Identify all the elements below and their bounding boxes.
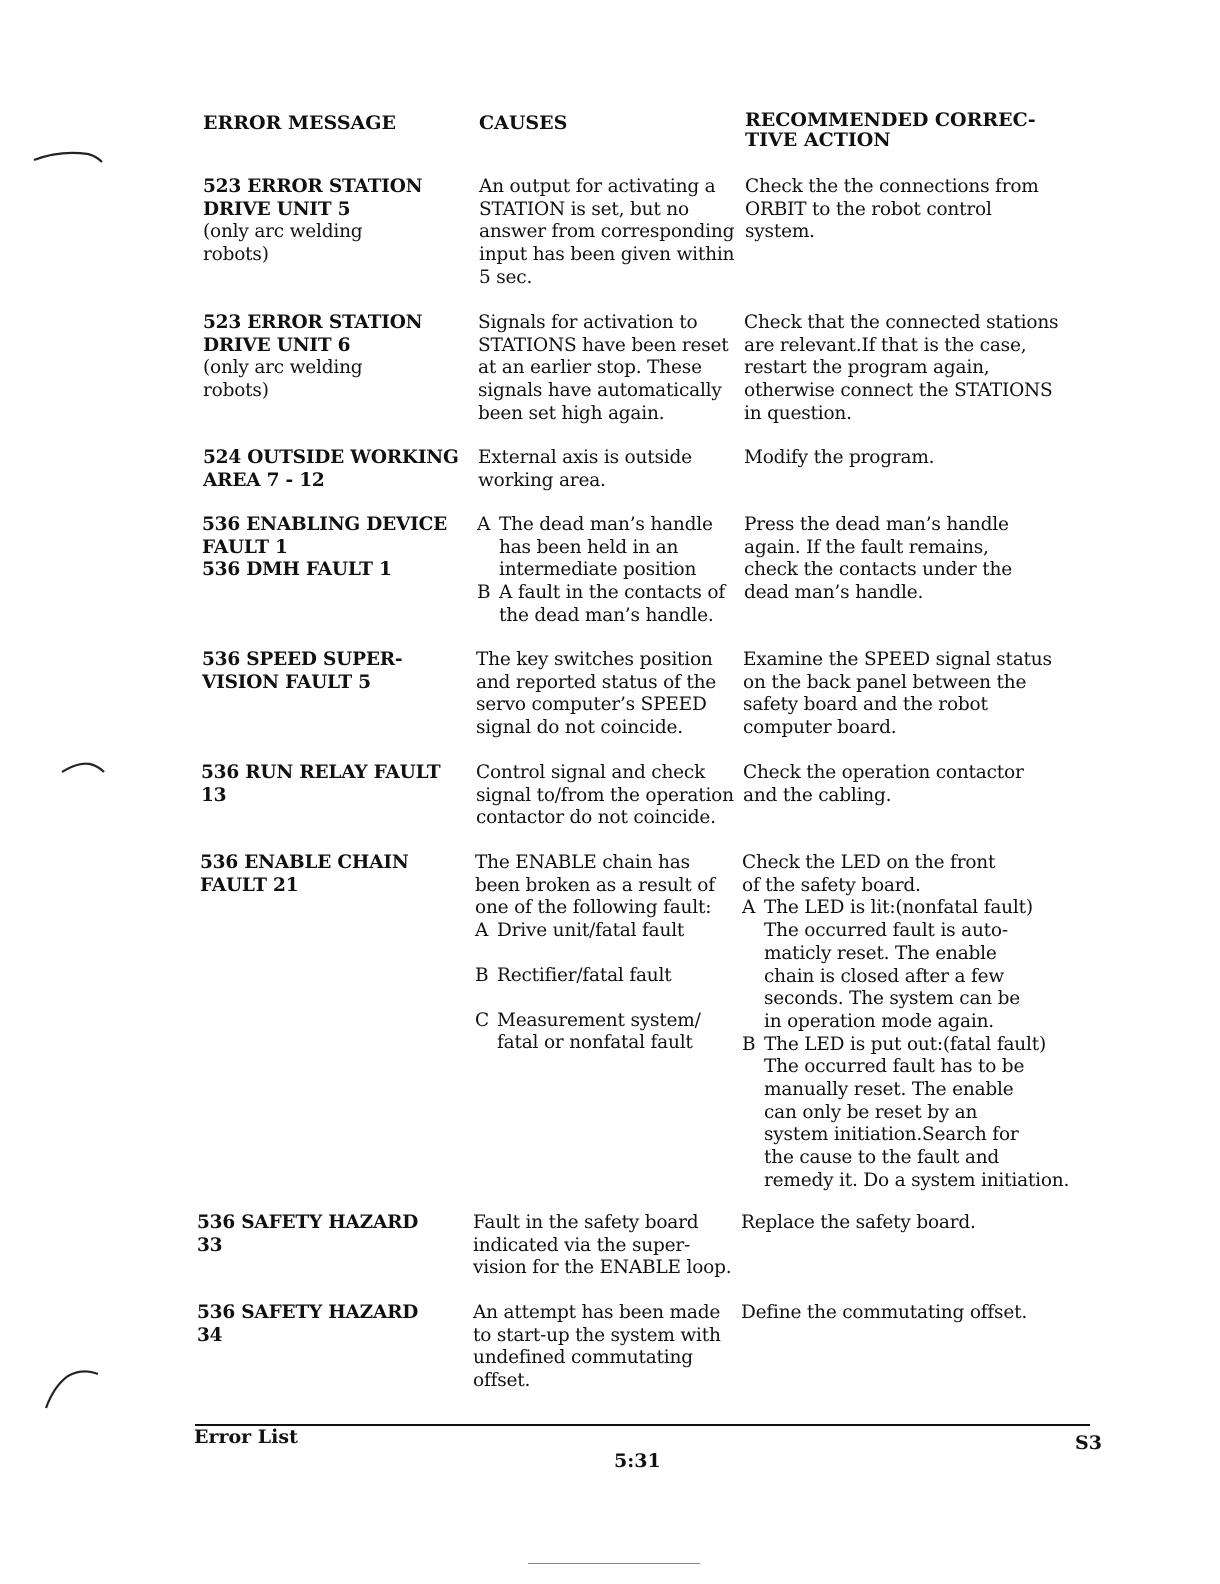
cause-cell [476,649,716,740]
cause-cell [476,762,734,830]
action-cell [744,514,1012,605]
action-item-b: B The LED is put out:(fatal fault) [742,1033,1046,1055]
error-code: 524 OUTSIDE WORKING [203,447,459,468]
action-line: on the back panel between the [743,671,1027,693]
error-code: 536 ENABLING DEVICE [202,514,448,535]
error-code: FAULT 21 [200,874,299,896]
error-note: (only arc welding [203,221,363,243]
action-line: again. If the fault remains, [744,536,989,558]
cause-item-a: A The dead man’s handle [477,514,713,535]
error-message-cell [197,1212,418,1257]
cause-line: External axis is outside [478,447,692,468]
action-cell [743,649,1052,740]
action-line: Check the operation contactor [743,762,1024,783]
action-line: maticly reset. The enable [764,942,997,964]
cause-line: servo computer’s SPEED [476,694,707,716]
cause-cell [473,1302,721,1393]
cause-line: answer from corresponding [479,221,735,243]
error-code: 536 RUN RELAY FAULT [201,762,441,783]
cause-cell [473,1212,731,1280]
error-code: 34 [197,1324,223,1346]
cause-line: been set high again. [478,402,665,424]
cause-line: The ENABLE chain has [475,852,690,873]
header-action-line1: RECOMMENDED CORREC- [745,109,1036,131]
action-line: Examine the SPEED signal status [743,649,1052,670]
error-message-cell [202,649,402,694]
cause-line: intermediate position [499,559,697,581]
cause-line: Signals for activation to [478,312,698,333]
action-cell [745,176,1039,244]
action-line: can only be reset by an [764,1101,978,1123]
action-line: computer board. [743,717,897,739]
action-line: Define the commutating offset. [741,1302,1028,1323]
header-causes: CAUSES [479,112,568,134]
action-cell [744,447,934,470]
cause-line: one of the following fault: [475,897,712,919]
cause-cell [478,447,692,492]
action-line: Press the dead man’s handle [744,514,1009,535]
action-line: Modify the program. [744,447,935,468]
cause-cell [479,176,734,290]
action-line: Check that the connected stations [744,312,1059,333]
error-message-cell [200,852,409,897]
cause-line: input has been given within [479,244,735,266]
cause-line: contactor do not coincide. [476,807,716,829]
cause-line: An output for activating a [479,176,716,197]
cause-line: at an earlier stop. These [478,357,702,379]
cause-line: vision for the ENABLE loop. [473,1257,732,1279]
error-message-cell [203,447,459,492]
cause-cell [477,514,725,628]
page-number: 5:31 [614,1450,661,1472]
action-line: manually reset. The enable [764,1079,1014,1101]
action-line: safety board and the robot [743,694,988,716]
action-line: otherwise connect the STATIONS [744,380,1053,402]
error-note: robots) [203,244,269,266]
action-cell [741,1302,1027,1325]
action-cell [744,312,1058,426]
cause-item-b: B A fault in the contacts of [477,582,725,604]
footer-section-title: Error List [194,1426,298,1448]
cause-line: Fault in the safety board [473,1212,699,1233]
action-item-a: A The LED is lit:(nonfatal fault) [742,897,1033,919]
error-code: DRIVE UNIT 6 [203,334,351,356]
error-message-cell [202,514,447,582]
error-code: 536 SAFETY HAZARD [197,1212,419,1233]
cause-line: signals have automatically [478,380,722,402]
action-line: Replace the safety board. [741,1212,976,1233]
cause-line: to start-up the system with [473,1324,721,1346]
header-error-message: ERROR MESSAGE [203,112,397,134]
cause-line: the dead man’s handle. [499,604,714,626]
cause-line: STATIONS have been reset [478,334,729,356]
header-action-line2: TIVE ACTION [745,129,891,151]
cause-line: STATION is set, but no [479,198,689,220]
error-message-cell [197,1302,418,1347]
error-code: FAULT 1 [202,536,288,558]
cause-line: Control signal and check [476,762,706,783]
cause-line: working area. [478,469,606,491]
action-line: ORBIT to the robot control [745,198,992,220]
cause-cell [478,312,729,426]
cause-item-b: B Rectifier/fatal fault [475,964,672,986]
cause-line: indicated via the super- [473,1234,691,1256]
binder-hole-mark-icon [40,1364,104,1414]
action-line: seconds. The system can be [764,988,1021,1010]
error-code: 536 ENABLE CHAIN [200,852,409,873]
header-recommended-action [745,110,1036,150]
binder-hole-mark-icon [30,148,110,170]
error-code: AREA 7 - 12 [203,469,325,491]
error-note: (only arc welding [203,357,363,379]
cause-line: The key switches position [476,649,713,670]
action-line: in question. [744,402,852,424]
error-message-cell [203,176,422,267]
footer-code: S3 [1075,1432,1102,1454]
action-line: the cause to the fault and [764,1147,1000,1169]
action-line: chain is closed after a few [764,965,1005,987]
action-cell [743,762,1024,807]
cause-line: been broken as a result of [475,874,715,896]
action-line: dead man’s handle. [744,582,924,604]
error-code: 523 ERROR STATION [203,176,423,197]
action-line: system. [745,221,815,243]
cause-line: offset. [473,1370,531,1392]
footer-rule [195,1424,1090,1426]
error-note: robots) [203,380,269,402]
action-line: The occurred fault is auto- [764,920,1008,942]
cause-line: undefined commutating [473,1347,693,1369]
cause-line: 5 sec. [479,266,533,288]
action-line: Check the the connections from [745,176,1039,197]
action-cell [742,852,1069,1193]
action-line: in operation mode again. [764,1010,994,1032]
binder-hole-mark-icon [58,758,108,780]
error-code: VISION FAULT 5 [202,671,371,693]
error-code: 13 [201,784,227,806]
cause-cell [475,852,715,1055]
error-code: 536 SAFETY HAZARD [197,1302,419,1323]
action-cell [741,1212,976,1235]
error-code: 523 ERROR STATION [203,312,423,333]
error-message-cell [201,762,440,807]
error-code: DRIVE UNIT 5 [203,198,351,220]
cause-line: has been held in an [499,536,679,558]
action-line: are relevant.If that is the case, [744,334,1027,356]
cause-item-c: C Measurement system/ [475,1009,701,1031]
action-line: check the contacts under the [744,559,1012,581]
action-line: remedy it. Do a system initiation. [764,1169,1070,1191]
error-code: 536 DMH FAULT 1 [202,559,392,581]
action-line: of the safety board. [742,874,921,896]
cause-line: signal do not coincide. [476,717,683,739]
error-code: 33 [197,1234,223,1256]
cause-item-a: A Drive unit/fatal fault [475,920,685,942]
action-line: and the cabling. [743,784,892,806]
scan-artifact-line [528,1563,700,1564]
action-line: restart the program again, [744,357,990,379]
action-line: Check the LED on the front [742,852,996,873]
action-line: The occurred fault has to be [764,1056,1025,1078]
cause-line: signal to/from the operation [476,784,734,806]
error-code: 536 SPEED SUPER- [202,649,403,670]
action-line: system initiation.Search for [764,1124,1019,1146]
error-message-cell [203,312,422,403]
cause-line: fatal or nonfatal fault [497,1032,693,1054]
cause-line: An attempt has been made [473,1302,721,1323]
cause-line: and reported status of the [476,671,717,693]
